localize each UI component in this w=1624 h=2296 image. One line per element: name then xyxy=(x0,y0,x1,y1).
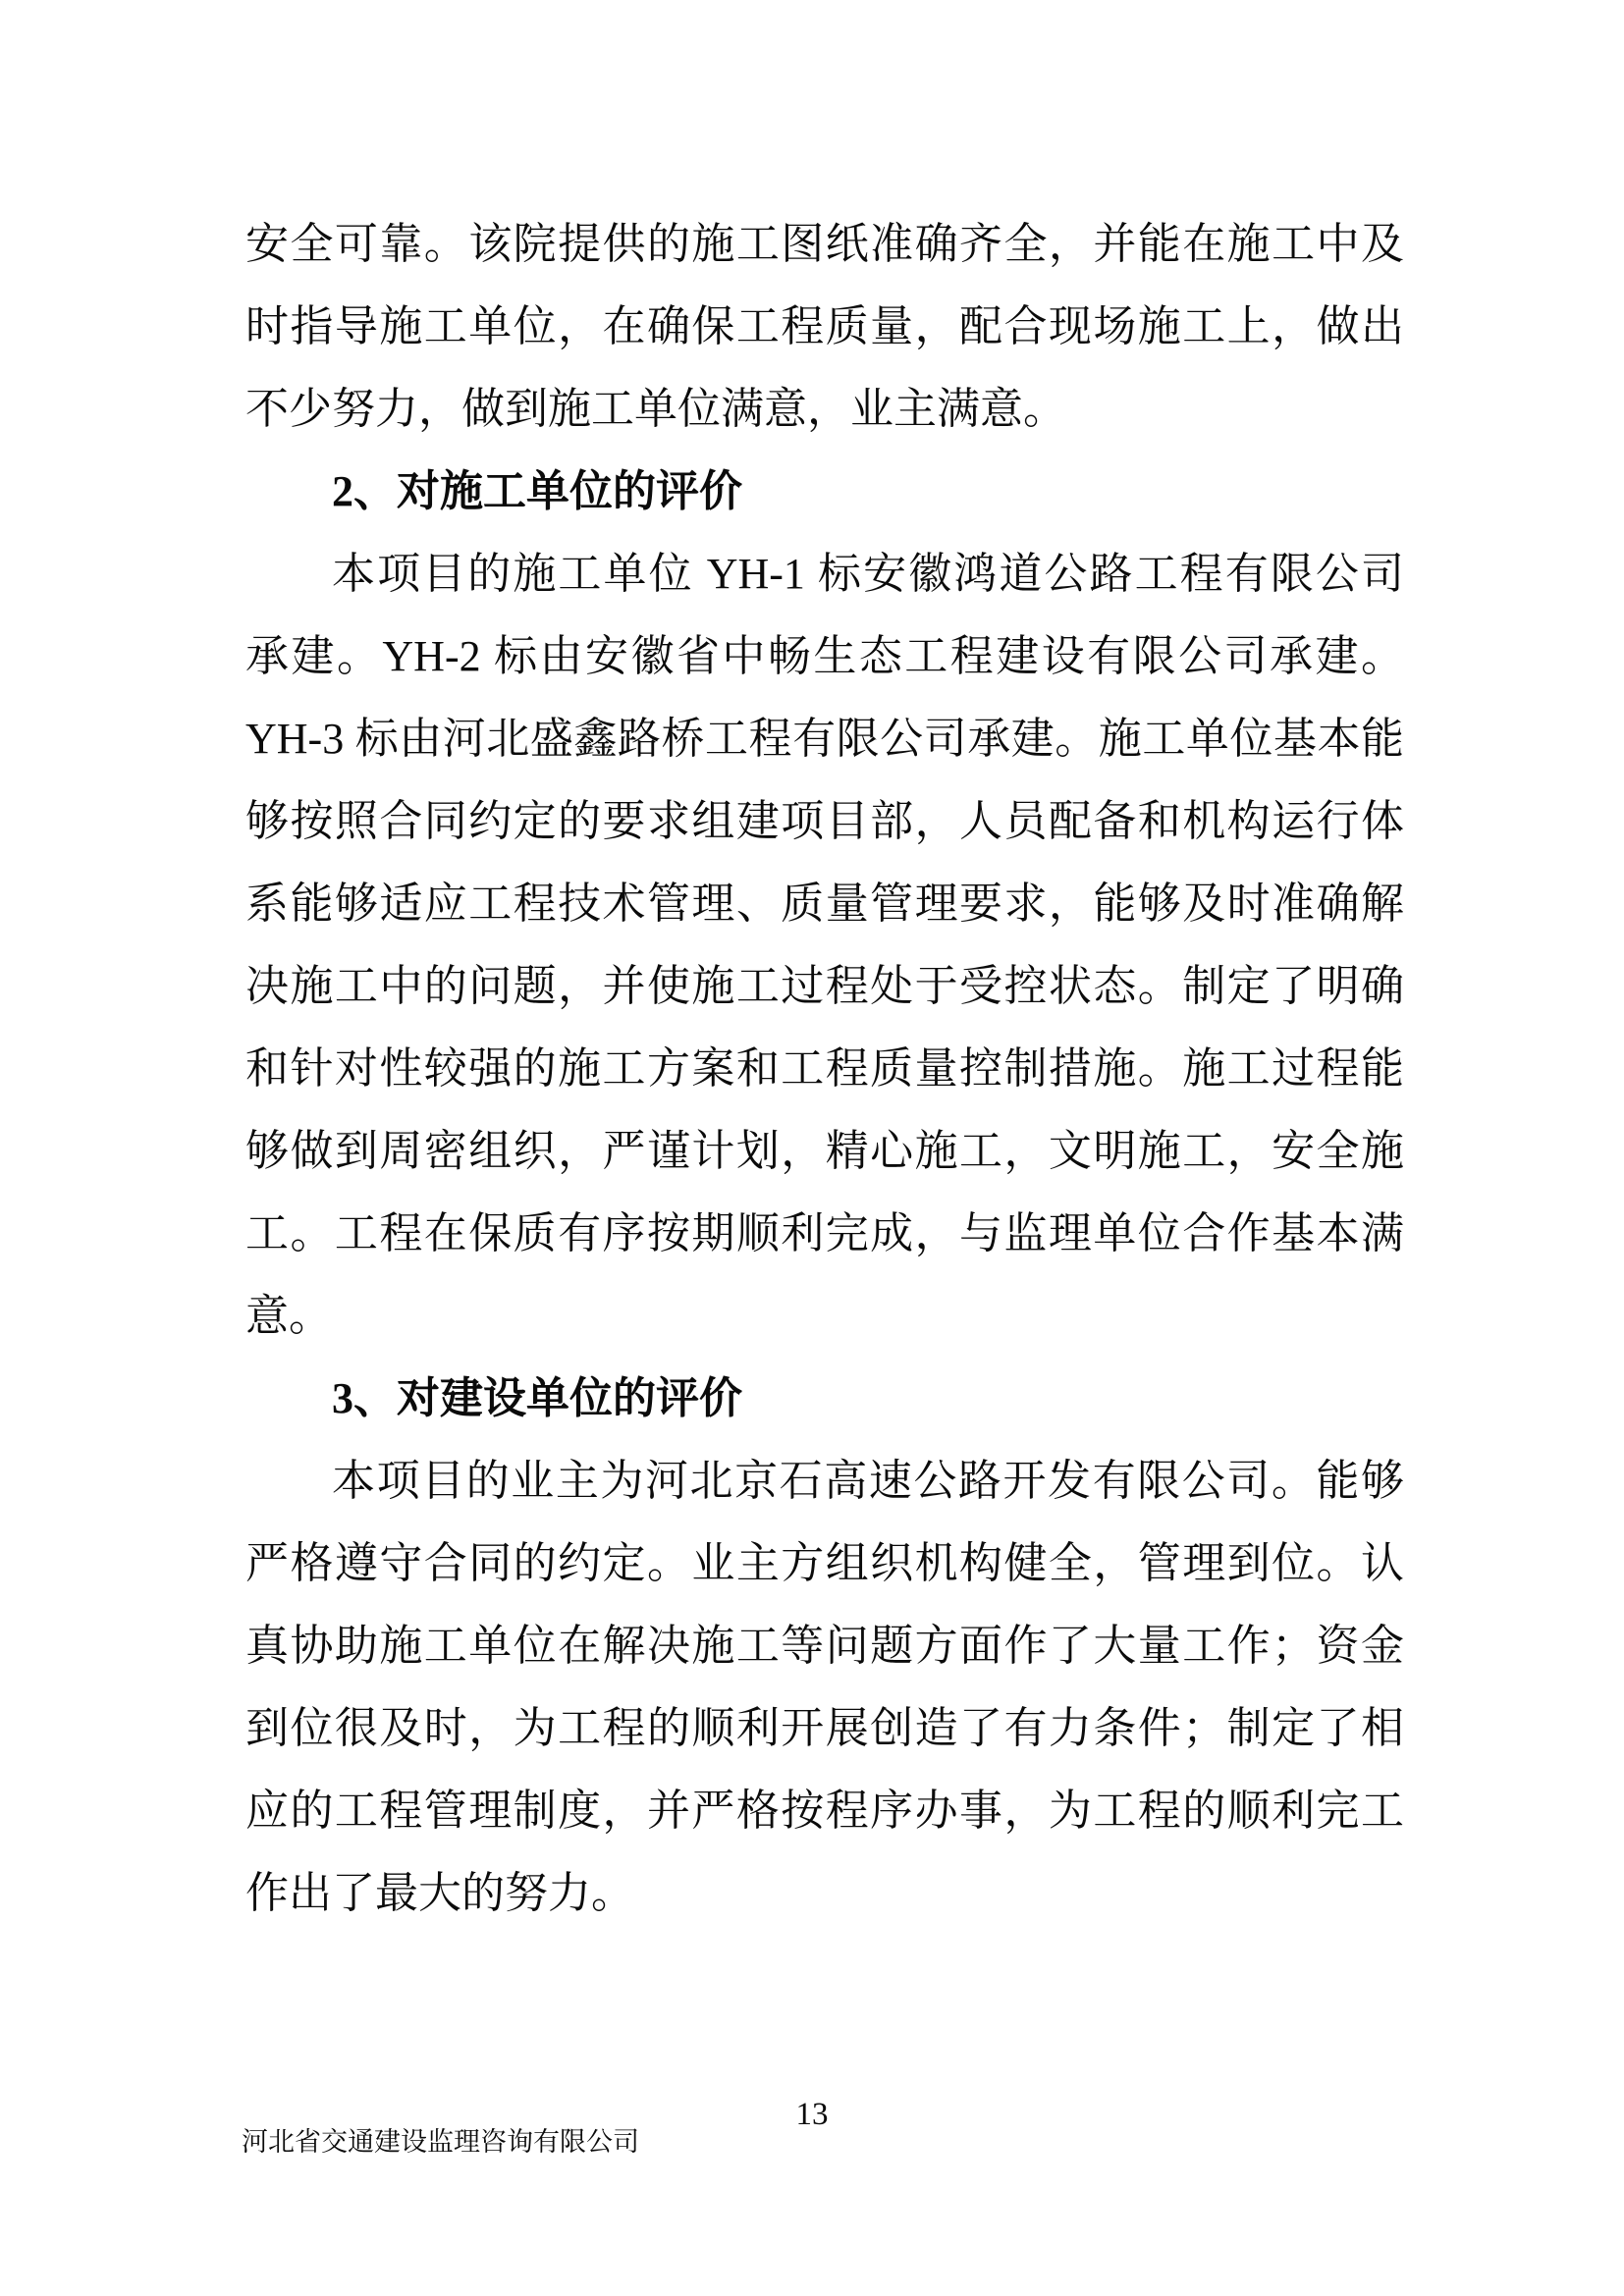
paragraph-line: 本项目的施工单位 YH-1 标安徽鸿道公路工程有限公司 xyxy=(332,550,1404,598)
paragraph-line: 严格遵守合同的约定。业主方组织机构健全，管理到位。认 xyxy=(245,1539,1404,1587)
section-heading-construction-unit: 2、对施工单位的评价 xyxy=(332,467,742,515)
paragraph-line: 安全可靠。该院提供的施工图纸准确齐全，并能在施工中及 xyxy=(245,220,1404,268)
paragraph-line: 应的工程管理制度，并严格按程序办事，为工程的顺利完工 xyxy=(245,1787,1404,1835)
paragraph-line: 工。工程在保质有序按期顺利完成，与监理单位合作基本满 xyxy=(245,1209,1404,1257)
paragraph-line: 到位很及时，为工程的顺利开展创造了有力条件；制定了相 xyxy=(245,1704,1404,1752)
paragraph-line: 系能够适应工程技术管理、质量管理要求，能够及时准确解 xyxy=(245,880,1404,928)
paragraph-line: 本项目的业主为河北京石高速公路开发有限公司。能够 xyxy=(332,1457,1404,1505)
paragraph-line: 意。 xyxy=(245,1292,332,1340)
section-heading-owner-unit: 3、对建设单位的评价 xyxy=(332,1374,742,1422)
paragraph-line: 够按照合同约定的要求组建项目部，人员配备和机构运行体 xyxy=(245,797,1404,845)
paragraph-line: 时指导施工单位，在确保工程质量，配合现场施工上，做出 xyxy=(245,302,1404,350)
paragraph-line: 作出了最大的努力。 xyxy=(245,1869,634,1917)
paragraph-line: YH-3 标由河北盛鑫路桥工程有限公司承建。施工单位基本能 xyxy=(245,715,1404,763)
paragraph-line: 决施工中的问题，并使施工过程处于受控状态。制定了明确 xyxy=(245,962,1404,1010)
paragraph-line: 真协助施工单位在解决施工等问题方面作了大量工作；资金 xyxy=(245,1622,1404,1670)
footer-company-name: 河北省交通建设监理咨询有限公司 xyxy=(242,2127,639,2157)
paragraph-line: 承建。YH-2 标由安徽省中畅生态工程建设有限公司承建。 xyxy=(245,632,1404,680)
page-number: 13 xyxy=(795,2097,829,2132)
document-body xyxy=(245,203,1404,1935)
paragraph-line: 够做到周密组织，严谨计划，精心施工，文明施工，安全施 xyxy=(245,1127,1404,1175)
paragraph-line: 和针对性较强的施工方案和工程质量控制措施。施工过程能 xyxy=(245,1044,1404,1093)
paragraph-line: 不少努力，做到施工单位满意，业主满意。 xyxy=(245,385,1066,433)
